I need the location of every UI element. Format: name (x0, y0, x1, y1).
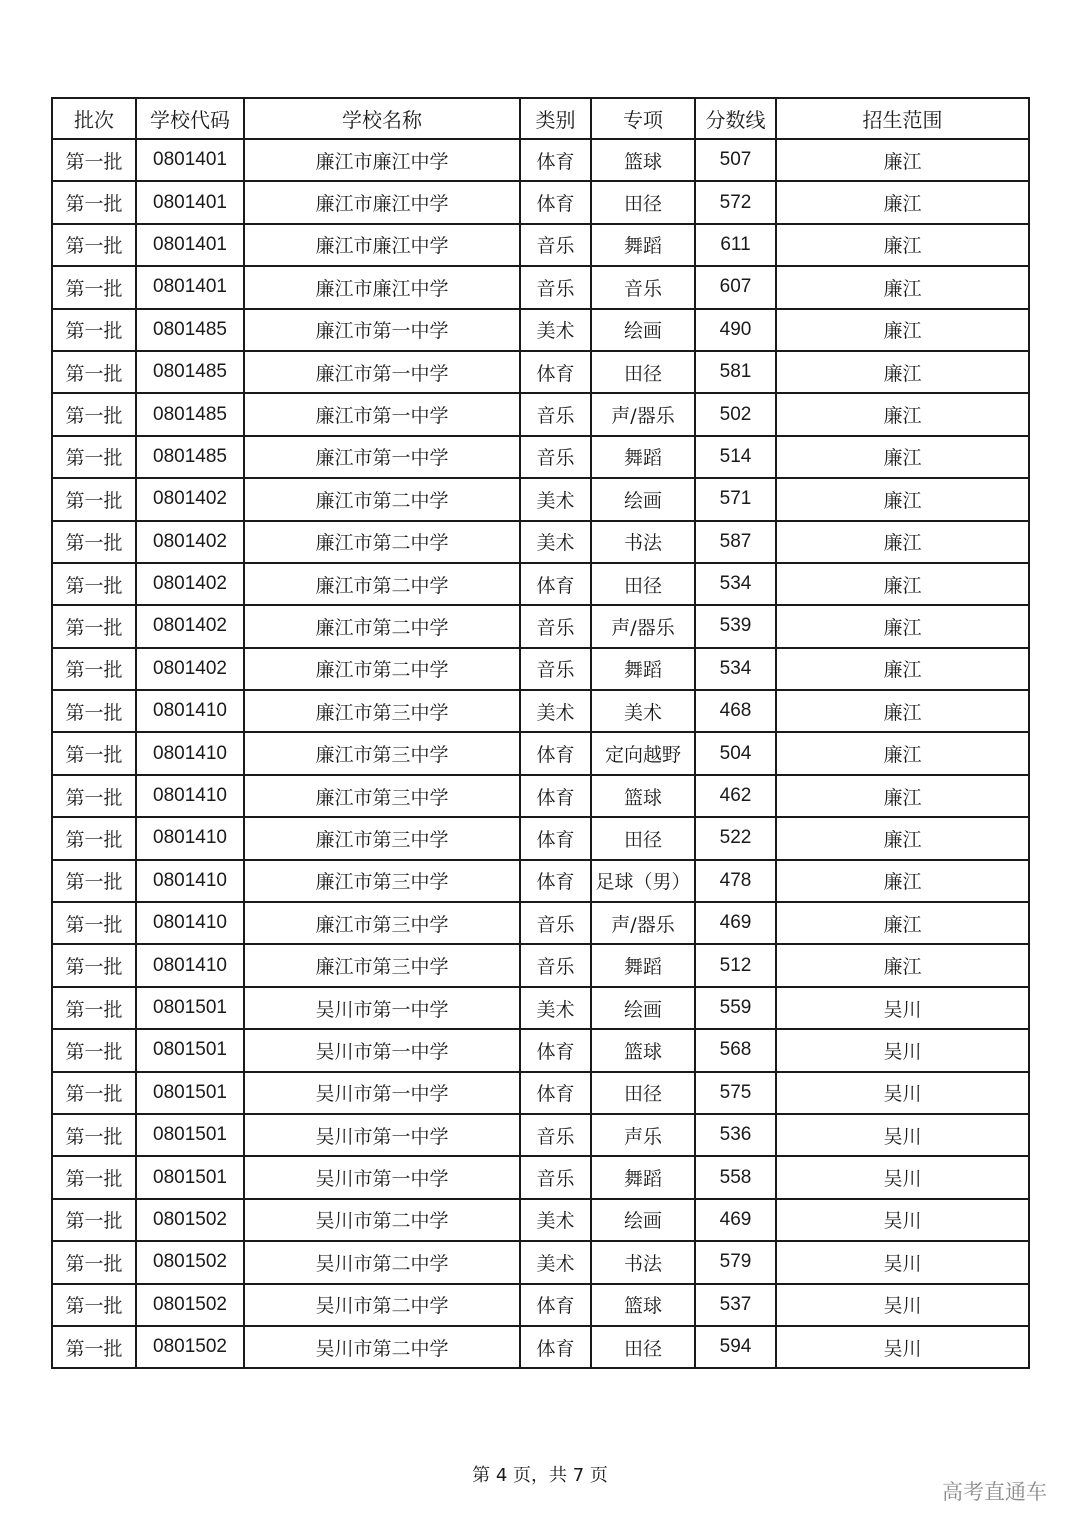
cell-specialty: 书法 (591, 521, 695, 563)
cell-school-name: 廉江市第三中学 (244, 690, 520, 732)
cell-specialty: 绘画 (591, 478, 695, 520)
header-batch: 批次 (52, 98, 136, 139)
cell-score-line: 522 (695, 817, 776, 859)
table-header-row (52, 98, 1029, 139)
cell-school-code: 0801401 (136, 139, 244, 181)
cell-specialty: 田径 (591, 351, 695, 393)
cell-specialty: 声/器乐 (591, 902, 695, 944)
table-row (52, 775, 1029, 817)
header-specialty: 专项 (591, 98, 695, 139)
table-row (52, 436, 1029, 478)
cell-specialty: 声/器乐 (591, 393, 695, 435)
cell-score-line: 611 (695, 224, 776, 266)
cell-batch: 第一批 (52, 944, 136, 986)
table-row (52, 266, 1029, 308)
cell-score-line: 572 (695, 181, 776, 223)
table-row (52, 1114, 1029, 1156)
cell-enrollment-area: 廉江 (776, 563, 1029, 605)
cell-specialty: 书法 (591, 1241, 695, 1283)
cell-batch: 第一批 (52, 224, 136, 266)
cell-category: 体育 (520, 817, 591, 859)
cell-score-line: 469 (695, 902, 776, 944)
cell-enrollment-area: 吴川 (776, 987, 1029, 1029)
cell-batch: 第一批 (52, 648, 136, 690)
cell-category: 体育 (520, 775, 591, 817)
cell-category: 体育 (520, 139, 591, 181)
cell-category: 体育 (520, 1029, 591, 1071)
cell-enrollment-area: 廉江 (776, 351, 1029, 393)
cell-school-name: 廉江市第二中学 (244, 563, 520, 605)
cell-enrollment-area: 廉江 (776, 478, 1029, 520)
cell-batch: 第一批 (52, 1156, 136, 1198)
cell-school-code: 0801501 (136, 1114, 244, 1156)
cell-specialty: 舞蹈 (591, 224, 695, 266)
table-row (52, 139, 1029, 181)
cell-specialty: 声/器乐 (591, 605, 695, 647)
cell-category: 美术 (520, 1199, 591, 1241)
cell-school-code: 0801501 (136, 987, 244, 1029)
cell-school-name: 廉江市廉江中学 (244, 181, 520, 223)
cell-enrollment-area: 廉江 (776, 224, 1029, 266)
cell-batch: 第一批 (52, 139, 136, 181)
cell-school-code: 0801485 (136, 309, 244, 351)
cell-batch: 第一批 (52, 309, 136, 351)
cell-category: 美术 (520, 987, 591, 1029)
cell-score-line: 559 (695, 987, 776, 1029)
cell-score-line: 568 (695, 1029, 776, 1071)
cell-school-name: 廉江市第一中学 (244, 393, 520, 435)
cell-school-name: 廉江市第三中学 (244, 817, 520, 859)
cell-specialty: 田径 (591, 1072, 695, 1114)
cell-school-code: 0801410 (136, 732, 244, 774)
cell-score-line: 504 (695, 732, 776, 774)
cell-batch: 第一批 (52, 266, 136, 308)
header-school-name: 学校名称 (244, 98, 520, 139)
table-row (52, 521, 1029, 563)
cell-school-code: 0801501 (136, 1156, 244, 1198)
cell-school-code: 0801502 (136, 1241, 244, 1283)
cell-score-line: 490 (695, 309, 776, 351)
cell-school-name: 吴川市第一中学 (244, 1114, 520, 1156)
cell-enrollment-area: 吴川 (776, 1072, 1029, 1114)
cell-category: 美术 (520, 309, 591, 351)
cell-score-line: 514 (695, 436, 776, 478)
cell-specialty: 绘画 (591, 1199, 695, 1241)
cell-specialty: 绘画 (591, 309, 695, 351)
cell-enrollment-area: 廉江 (776, 605, 1029, 647)
cell-enrollment-area: 廉江 (776, 775, 1029, 817)
cell-batch: 第一批 (52, 1241, 136, 1283)
cell-school-code: 0801410 (136, 817, 244, 859)
cell-enrollment-area: 吴川 (776, 1241, 1029, 1283)
table-row (52, 944, 1029, 986)
cell-enrollment-area: 吴川 (776, 1284, 1029, 1326)
table-row (52, 1072, 1029, 1114)
table-row (52, 605, 1029, 647)
cell-score-line: 575 (695, 1072, 776, 1114)
cell-specialty: 篮球 (591, 139, 695, 181)
cell-school-code: 0801401 (136, 181, 244, 223)
cell-category: 体育 (520, 1326, 591, 1368)
cell-category: 美术 (520, 478, 591, 520)
table-row (52, 817, 1029, 859)
cell-batch: 第一批 (52, 987, 136, 1029)
cell-school-name: 吴川市第二中学 (244, 1326, 520, 1368)
cell-specialty: 足球（男） (591, 860, 695, 902)
cell-school-code: 0801502 (136, 1284, 244, 1326)
cell-enrollment-area: 吴川 (776, 1029, 1029, 1071)
cell-school-name: 吴川市第一中学 (244, 1029, 520, 1071)
cell-category: 音乐 (520, 224, 591, 266)
cell-batch: 第一批 (52, 436, 136, 478)
cell-school-code: 0801402 (136, 648, 244, 690)
cell-school-code: 0801402 (136, 478, 244, 520)
cell-school-name: 廉江市第三中学 (244, 732, 520, 774)
cell-school-name: 廉江市第一中学 (244, 436, 520, 478)
cell-enrollment-area: 廉江 (776, 902, 1029, 944)
cell-specialty: 绘画 (591, 987, 695, 1029)
cell-school-code: 0801410 (136, 690, 244, 732)
cell-category: 音乐 (520, 605, 591, 647)
cell-school-name: 廉江市第二中学 (244, 478, 520, 520)
cell-specialty: 田径 (591, 817, 695, 859)
cell-school-code: 0801402 (136, 521, 244, 563)
cell-score-line: 469 (695, 1199, 776, 1241)
table-row (52, 860, 1029, 902)
cell-batch: 第一批 (52, 732, 136, 774)
cell-category: 音乐 (520, 436, 591, 478)
cell-specialty: 舞蹈 (591, 648, 695, 690)
cell-school-code: 0801410 (136, 860, 244, 902)
cell-school-code: 0801502 (136, 1326, 244, 1368)
cell-category: 音乐 (520, 648, 591, 690)
cell-enrollment-area: 廉江 (776, 732, 1029, 774)
cell-category: 音乐 (520, 944, 591, 986)
table-row (52, 1029, 1029, 1071)
cell-score-line: 594 (695, 1326, 776, 1368)
cell-score-line: 607 (695, 266, 776, 308)
cell-score-line: 579 (695, 1241, 776, 1283)
cell-batch: 第一批 (52, 1072, 136, 1114)
cell-batch: 第一批 (52, 351, 136, 393)
cell-enrollment-area: 廉江 (776, 817, 1029, 859)
cell-batch: 第一批 (52, 817, 136, 859)
cell-enrollment-area: 吴川 (776, 1199, 1029, 1241)
table-row (52, 732, 1029, 774)
cell-school-name: 廉江市第二中学 (244, 521, 520, 563)
cell-batch: 第一批 (52, 605, 136, 647)
table-row (52, 351, 1029, 393)
cell-batch: 第一批 (52, 393, 136, 435)
cell-batch: 第一批 (52, 1284, 136, 1326)
cell-school-code: 0801402 (136, 605, 244, 647)
cell-enrollment-area: 廉江 (776, 393, 1029, 435)
cell-enrollment-area: 廉江 (776, 648, 1029, 690)
header-category: 类别 (520, 98, 591, 139)
table-row (52, 690, 1029, 732)
table-row (52, 181, 1029, 223)
cell-category: 音乐 (520, 393, 591, 435)
cell-batch: 第一批 (52, 521, 136, 563)
cell-score-line: 536 (695, 1114, 776, 1156)
cell-specialty: 舞蹈 (591, 1156, 695, 1198)
cell-school-code: 0801410 (136, 775, 244, 817)
cell-enrollment-area: 廉江 (776, 436, 1029, 478)
cell-category: 体育 (520, 1072, 591, 1114)
header-enrollment-area: 招生范围 (776, 98, 1029, 139)
cell-category: 体育 (520, 181, 591, 223)
cell-category: 体育 (520, 351, 591, 393)
cell-specialty: 篮球 (591, 1284, 695, 1326)
cell-score-line: 571 (695, 478, 776, 520)
cell-specialty: 声乐 (591, 1114, 695, 1156)
cell-school-name: 吴川市第一中学 (244, 1156, 520, 1198)
cell-batch: 第一批 (52, 860, 136, 902)
table-row (52, 987, 1029, 1029)
cell-score-line: 534 (695, 648, 776, 690)
cell-school-name: 廉江市第三中学 (244, 860, 520, 902)
cell-school-code: 0801485 (136, 393, 244, 435)
cell-specialty: 田径 (591, 563, 695, 605)
cell-school-code: 0801485 (136, 351, 244, 393)
cell-category: 美术 (520, 690, 591, 732)
cell-batch: 第一批 (52, 775, 136, 817)
cell-enrollment-area: 吴川 (776, 1156, 1029, 1198)
cell-category: 体育 (520, 732, 591, 774)
cell-score-line: 462 (695, 775, 776, 817)
table-row (52, 563, 1029, 605)
cell-batch: 第一批 (52, 1199, 136, 1241)
cell-enrollment-area: 廉江 (776, 266, 1029, 308)
table-row (52, 1284, 1029, 1326)
cell-specialty: 舞蹈 (591, 944, 695, 986)
table-row (52, 902, 1029, 944)
cell-category: 音乐 (520, 266, 591, 308)
table-row (52, 1241, 1029, 1283)
cell-school-name: 廉江市廉江中学 (244, 139, 520, 181)
cell-school-code: 0801502 (136, 1199, 244, 1241)
cell-enrollment-area: 廉江 (776, 521, 1029, 563)
cell-school-name: 廉江市廉江中学 (244, 266, 520, 308)
cell-school-code: 0801501 (136, 1029, 244, 1071)
cell-category: 音乐 (520, 902, 591, 944)
cell-category: 音乐 (520, 1114, 591, 1156)
cell-school-name: 廉江市廉江中学 (244, 224, 520, 266)
cell-batch: 第一批 (52, 563, 136, 605)
cell-school-name: 廉江市第二中学 (244, 648, 520, 690)
cell-score-line: 581 (695, 351, 776, 393)
cell-school-code: 0801401 (136, 224, 244, 266)
cell-score-line: 502 (695, 393, 776, 435)
cell-batch: 第一批 (52, 902, 136, 944)
cell-batch: 第一批 (52, 478, 136, 520)
cell-category: 体育 (520, 1284, 591, 1326)
table-row (52, 1199, 1029, 1241)
cell-school-code: 0801410 (136, 944, 244, 986)
cell-school-name: 吴川市第一中学 (244, 987, 520, 1029)
cell-school-name: 吴川市第二中学 (244, 1199, 520, 1241)
cell-school-name: 廉江市第一中学 (244, 309, 520, 351)
cell-batch: 第一批 (52, 690, 136, 732)
cell-school-name: 廉江市第二中学 (244, 605, 520, 647)
cell-score-line: 558 (695, 1156, 776, 1198)
cell-specialty: 田径 (591, 1326, 695, 1368)
cell-school-name: 吴川市第一中学 (244, 1072, 520, 1114)
cell-school-code: 0801501 (136, 1072, 244, 1114)
cell-score-line: 539 (695, 605, 776, 647)
table-row (52, 478, 1029, 520)
cell-school-name: 廉江市第三中学 (244, 775, 520, 817)
cell-specialty: 田径 (591, 181, 695, 223)
cell-batch: 第一批 (52, 1029, 136, 1071)
cell-score-line: 468 (695, 690, 776, 732)
cell-specialty: 舞蹈 (591, 436, 695, 478)
cell-score-line: 478 (695, 860, 776, 902)
cell-school-name: 廉江市第三中学 (244, 902, 520, 944)
table-row (52, 1326, 1029, 1368)
cell-score-line: 534 (695, 563, 776, 605)
header-school-code: 学校代码 (136, 98, 244, 139)
cell-batch: 第一批 (52, 1326, 136, 1368)
table-row (52, 224, 1029, 266)
table-row (52, 393, 1029, 435)
cell-school-code: 0801402 (136, 563, 244, 605)
cell-enrollment-area: 廉江 (776, 690, 1029, 732)
table-body (52, 139, 1029, 1368)
table-row (52, 648, 1029, 690)
cell-score-line: 587 (695, 521, 776, 563)
cell-enrollment-area: 廉江 (776, 944, 1029, 986)
cell-school-name: 廉江市第三中学 (244, 944, 520, 986)
cell-enrollment-area: 廉江 (776, 181, 1029, 223)
cell-batch: 第一批 (52, 1114, 136, 1156)
cell-specialty: 音乐 (591, 266, 695, 308)
page-footer (0, 1461, 1080, 1487)
cell-category: 美术 (520, 521, 591, 563)
cell-batch: 第一批 (52, 181, 136, 223)
cell-score-line: 537 (695, 1284, 776, 1326)
header-score-line: 分数线 (695, 98, 776, 139)
cell-enrollment-area: 廉江 (776, 139, 1029, 181)
table-row (52, 1156, 1029, 1198)
watermark-text: 高考直通车 (942, 1480, 1047, 1504)
cell-specialty: 定向越野 (591, 732, 695, 774)
cell-category: 音乐 (520, 1156, 591, 1198)
cell-enrollment-area: 廉江 (776, 860, 1029, 902)
cell-school-name: 廉江市第一中学 (244, 351, 520, 393)
cell-school-code: 0801485 (136, 436, 244, 478)
cell-category: 体育 (520, 563, 591, 605)
cell-score-line: 507 (695, 139, 776, 181)
cell-category: 体育 (520, 860, 591, 902)
cell-school-name: 吴川市第二中学 (244, 1241, 520, 1283)
cell-category: 美术 (520, 1241, 591, 1283)
table-row (52, 309, 1029, 351)
cell-specialty: 篮球 (591, 1029, 695, 1071)
cell-school-code: 0801410 (136, 902, 244, 944)
cell-specialty: 美术 (591, 690, 695, 732)
cell-enrollment-area: 吴川 (776, 1114, 1029, 1156)
cell-school-name: 吴川市第二中学 (244, 1284, 520, 1326)
cell-enrollment-area: 吴川 (776, 1326, 1029, 1368)
cell-school-code: 0801401 (136, 266, 244, 308)
cell-specialty: 篮球 (591, 775, 695, 817)
admission-score-table (51, 97, 1030, 1369)
cell-score-line: 512 (695, 944, 776, 986)
page-indicator: 第 4 页，共 7 页 (472, 1465, 608, 1486)
cell-enrollment-area: 廉江 (776, 309, 1029, 351)
